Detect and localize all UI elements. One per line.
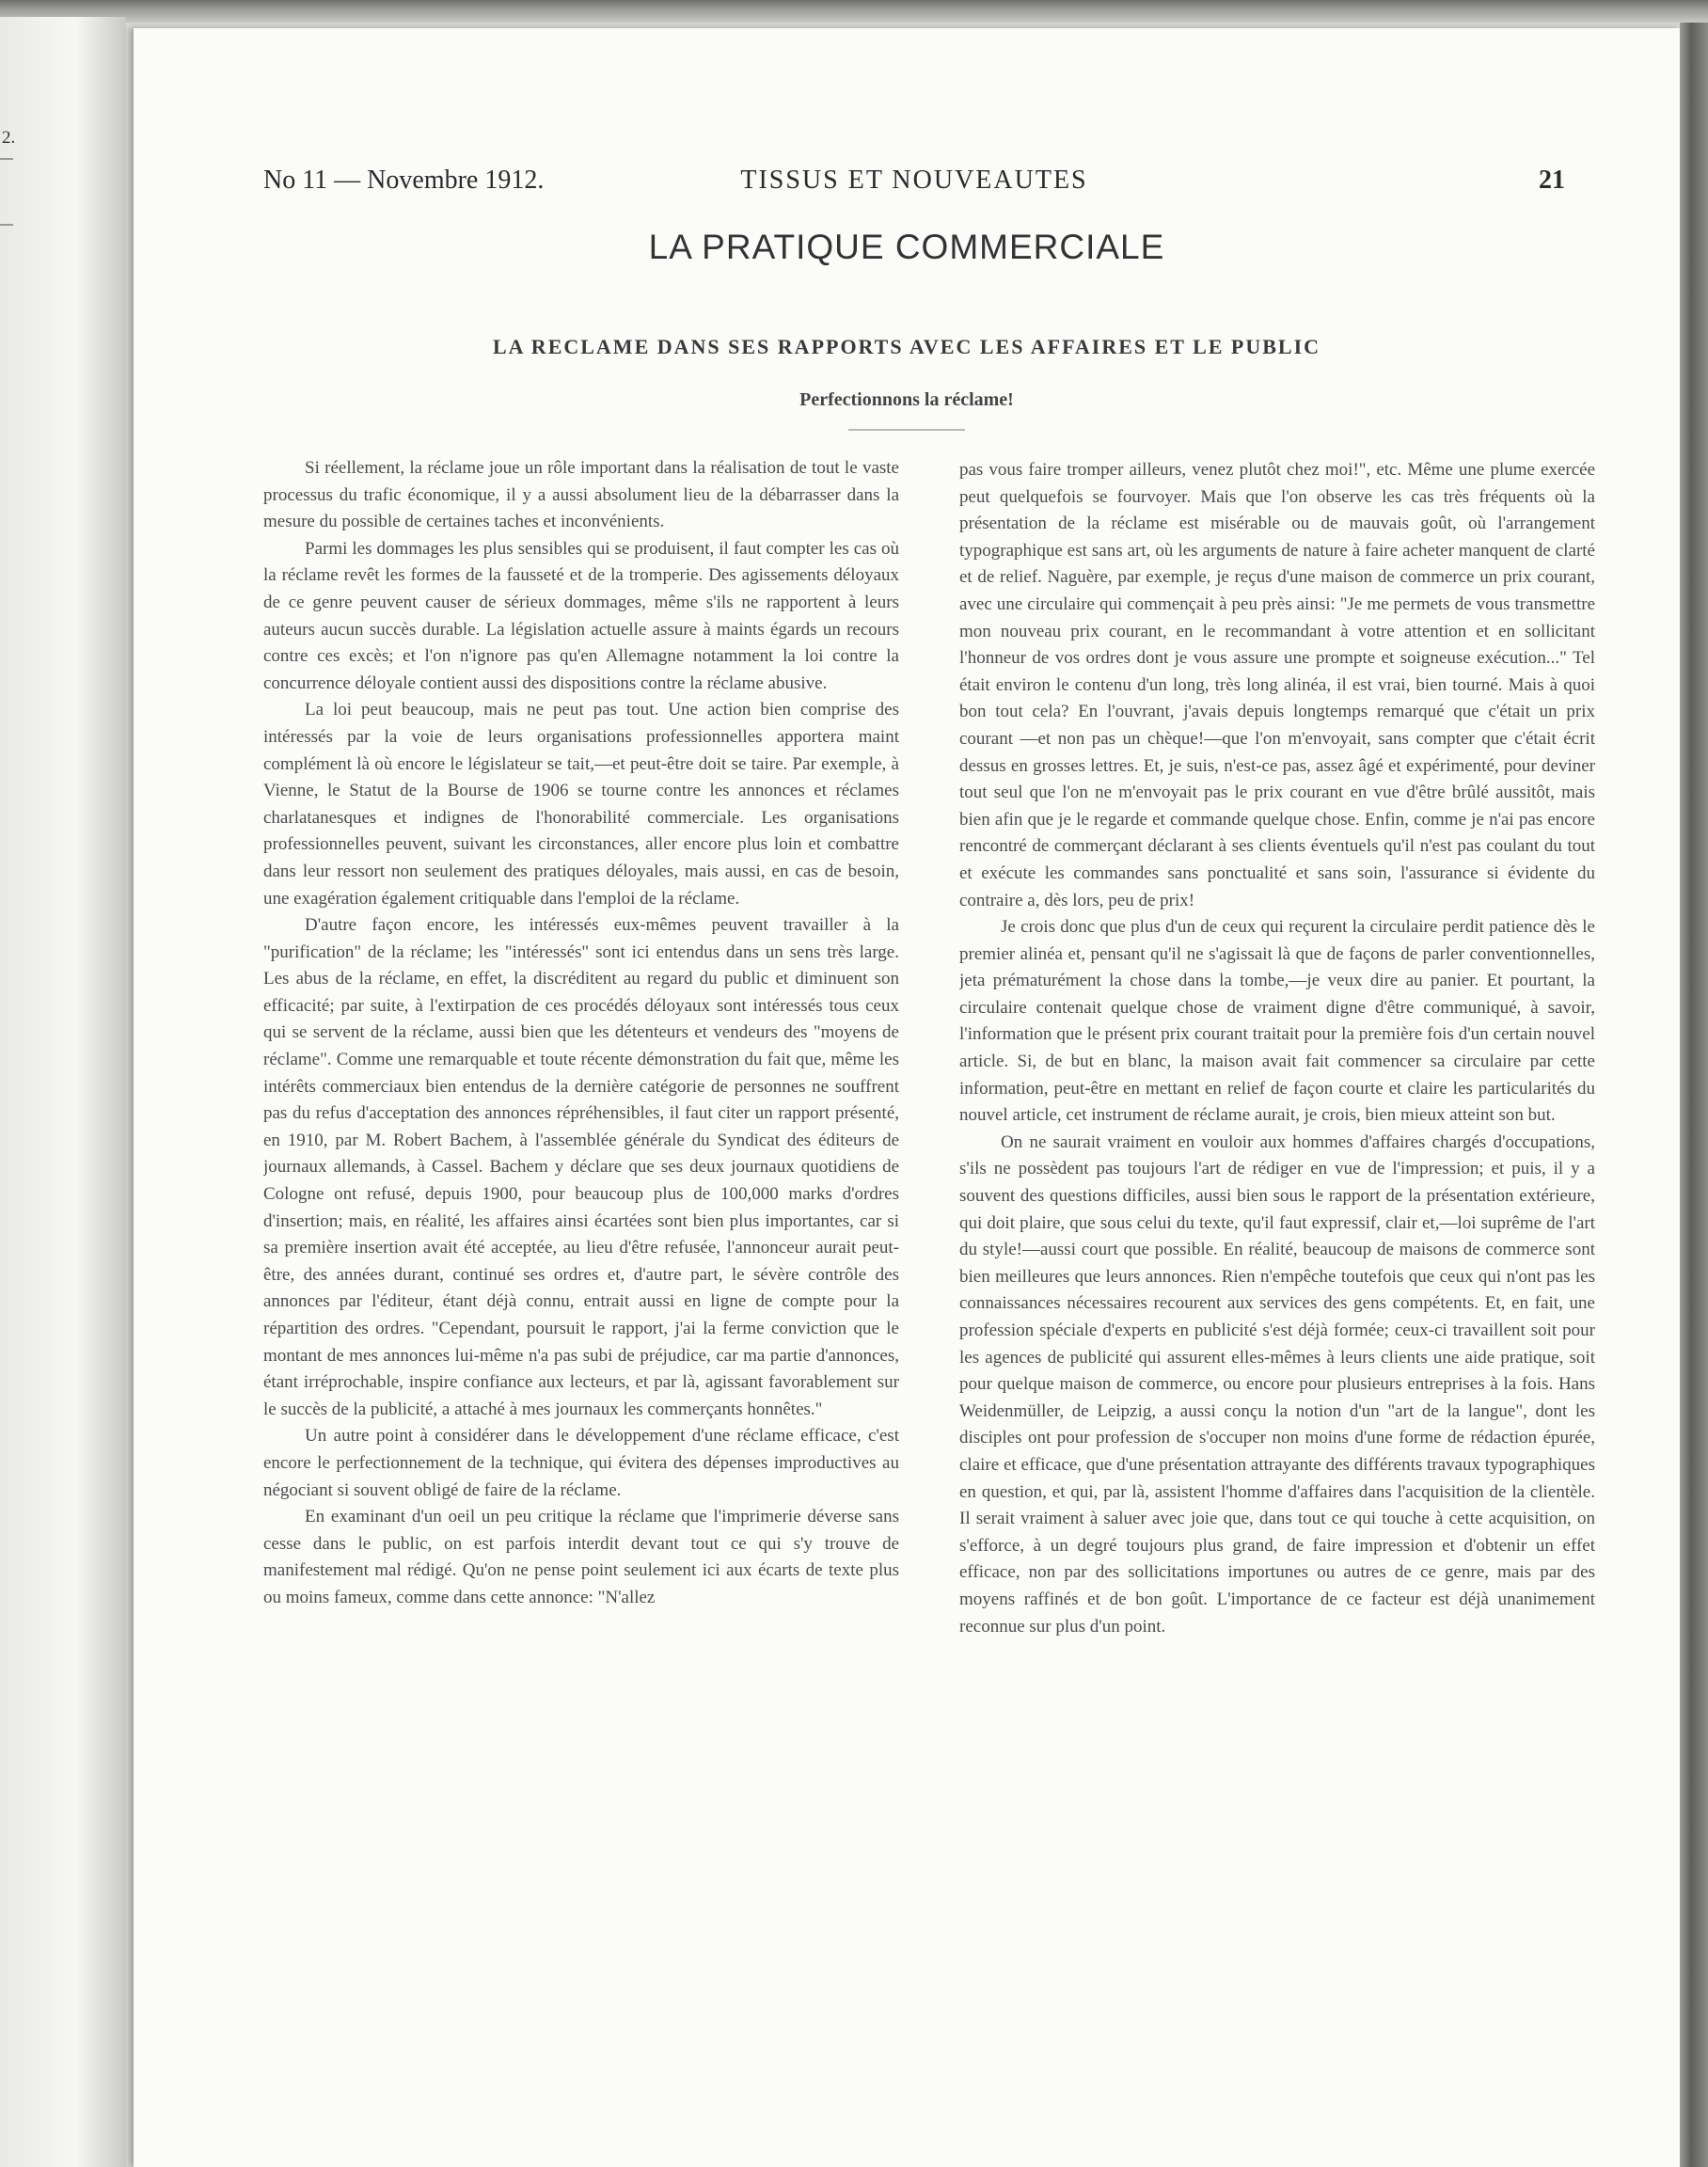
running-header — [263, 166, 1565, 209]
article-subtitle: Perfectionnons la réclame! — [799, 389, 1014, 410]
journal-title: TISSUS ET NOUVEAUTES — [740, 166, 1088, 195]
page — [134, 28, 1680, 2167]
strip-rule — [0, 158, 13, 160]
paragraph: Je crois donc que plus d'un de ceux qui reçurent la circulaire perdit patience dès le premier alinéa et, pensant qu'il ne s'agissait là que de façons de parler conventionnelles, jeta prématurément la chose dans la tombe,—je veux dire au panier. Et pourtant, la circulaire contenait quelque chose de vraiment digne d'être communiqué, à savoir, l'information que le présent prix courant traitait pour la première fois d'un certain nouvel article. Si, de but en blanc, la maison avait fait commencer sa circulaire par cette information, peut-être en mettant en relief de façon courte et claire les particularités du nouvel article, cet instrument de réclame aurait, je crois, bien mieux atteint son but. — [959, 917, 1595, 1126]
paragraph: Parmi les dommages les plus sensibles qui se produisent, il faut compter les cas où la réclame revêt les formes de la fausseté et de la tromperie. Des agissements déloyaux de ce genre peuvent causer de sérieux dommages, même s'ils ne rapportent à leurs auteurs aucun succès durable. La législation actuelle assure à maints égards un recours contre ces excès; et l'on n'ignore pas qu'en Allemagne notamment la loi contre la concurrence déloyale contient aussi des dispositions contre la réclame abusive. — [263, 538, 899, 693]
paragraph: On ne saurait vraiment en vouloir aux hommes d'affaires chargés d'occupations, s'ils ne possèdent pas toujours l'art de rédiger en vue de l'impression; et puis, il y a souvent des questions difficiles, aussi bien sous le rapport de la présentation extérieure, qui doit plaire, que sous celui du texte, qu'il faut expressif, clair et,—loi suprême de l'art du style!—aussi court que possible. En réalité, beaucoup de maisons de commerce sont bien meilleures que leurs annonces. Rien n'empêche toutefois que ceux qui n'ont pas les connaissances nécessaires recourent aux services des gens compétents. Et, en fait, une profession spéciale d'experts en publicité s'est déjà formée; ceux-ci travaillent soit pour les agences de publicité qui assurent elles-mêmes à leurs clients une aide pratique, soit pour quelque maison de commerce, ou encore pour plusieurs entreprises à la fois. Hans Weidenmüller, de Leipzig, a aussi conçu la notion d'un "art de la langue", dont les disciples ont pour profession de s'occuper non moins d'une forme de rédaction épurée, claire et efficace, que d'une présentation attrayante des différents travaux typographiques en question, et qui, par là, assistent l'homme d'affaires dans l'acquisition de la clientèle. Il serait vraiment à saluer avec joie que, dans tout ce qui touche à cette acquisition, on s'efforce, à un degré toujours plus grand, de faire impression et d'obtenir un effet efficace, non par des sollicitations importunes ou autres de ce genre, mais par des moyens raffinés et de bon goût. L'importance de ce facteur est déjà unanimement reconnue sur plus d'un point. — [959, 1131, 1595, 1637]
right-column — [959, 457, 1595, 2150]
previous-page-strip — [0, 17, 126, 2167]
section-title: LA PRATIQUE COMMERCIALE — [648, 228, 1165, 266]
scan-top-edge — [0, 0, 1708, 23]
scan-right-edge — [1680, 23, 1708, 2167]
article-title: LA RECLAME DANS SES RAPPORTS AVEC LES AFFAIRES ET LE PUBLIC — [492, 335, 1321, 358]
paragraph: En examinant d'un oeil un peu critique la réclame que l'imprimerie déverse sans cesse dans le public, on est parfois interdit devant tout ce qui s'y trouve de manifestement mal rédigé. Qu'on ne pense point seulement ici aux écarts de texte plus ou moins fameux, comme dans cette annonce: "N'allez — [263, 1507, 899, 1607]
paragraph: Un autre point à considérer dans le développement d'une réclame efficace, c'est encore le perfectionnement de la technique, qui évitera des dépenses improductives au négociant si souvent obligé de faire de la réclame. — [263, 1426, 899, 1500]
paragraph: Si réellement, la réclame joue un rôle important dans la réalisation de tout le vaste processus du trafic économique, il y a aussi absolument lieu de la débarrasser dans la mesure du possible de certaines taches et inconvénients. — [263, 458, 899, 532]
page-number: 21 — [1539, 166, 1565, 195]
paragraph: D'autre façon encore, les intéressés eux-mêmes peuvent travailler à la "purification" de la réclame; les "intéressés" sont ici entendus dans un sens très large. Les abus de la réclame, en effet, la discréditent au regard du public et diminuent son efficacité; par suite, à l'extirpation de ces procédés déloyaux sont intéressés tous ceux qui se servent de la réclame, aussi bien que les détenteurs et vendeurs des "moyens de réclame". Comme une remarquable et toute récente démonstration du fait que, même les intérêts commerciaux bien entendus de la dernière catégorie de personnes ne souffrent pas du refus d'acceptation des annonces répréhensibles, il faut citer un rapport présenté, en 1910, par M. Robert Bachem, à l'assemblée générale du Syndicat des éditeurs de journaux allemands, à Cassel. Bachem y déclare que ses deux journaux quotidiens de Cologne ont refusé, depuis 1900, pour beaucoup plus de 100,000 marks d'ordres d'insertion; mais, en réalité, les affaires ainsi écartées sont bien plus importantes, car si sa première insertion avait été acceptée, au lieu d'être refusée, l'annonceur aurait peut-être, des années durant, continué ses ordres et, d'autre part, le sévère contrôle des annonces par l'éditeur, étant déjà connu, entrait aussi en ligne de compte pour la répartition des ordres. "Cependant, poursuit le rapport, j'ai la ferme conviction que le montant de mes annonces lui-même n'a pas subi de préjudice, car ma partie d'annonces, étant irréprochable, inspire confiance aux lecteurs, et par là, agissant favorablement sur le succès de la publicité, a attaché à mes journaux les commerçants honnêtes." — [263, 915, 899, 1419]
issue-date: No 11 — Novembre 1912. — [263, 166, 545, 195]
subtitle-rule — [848, 429, 965, 431]
margin-fragment: 2. — [2, 128, 16, 148]
paragraph: pas vous faire tromper ailleurs, venez plutôt chez moi!", etc. Même une plume exercée peut quelquefois se fourvoyer. Mais que l'on observe les cas très fréquents où la présentation de la réclame est misérable ou de mauvais goût, où l'arrangement typographique est sans art, où les arguments de nature à faire acheter manquent de clarté et de relief. Naguère, par exemple, je reçus d'une maison de commerce un prix courant, avec une circulaire qui commençait à peu près ainsi: "Je me permets de vous transmettre mon nouveau prix courant, en le recommandant à votre attention et en sollicitant l'honneur de vos ordres dont je vous assure une prompte et soigneuse exécution..." Tel était environ le contenu d'un long, très long alinéa, il est vrai, bien tourné. Mais à quoi bon tout cela? En l'ouvrant, j'avais depuis longtemps remarqué que c'était un prix courant —et non pas un chèque!—que l'on m'envoyait, sans compter que c'était écrit dessus en grosses lettres. Et, je suis, n'est-ce pas, assez âgé et expérimenté, pour deviner tout seul que l'on ne m'envoyait pas le prix courant en vue d'être brûlé aussitôt, mais bien afin que je le regarde et commande quelque chose. Enfin, comme je n'ai pas encore rencontré de commerçant déclarant à ses clients éventuels qu'il n'est pas coulant du tout et exécute les commandes sans ponctualité et sans soin, l'assurance si évidente du contraire a, dès lors, peu de prix! — [959, 460, 1595, 910]
strip-rule — [0, 224, 13, 226]
left-column — [263, 455, 899, 2148]
paragraph: La loi peut beaucoup, mais ne peut pas tout. Une action bien comprise des intéressés par la voie de leurs organisations professionnelles apportera maint complément là où encore le législateur se tait,—et peut-être doit se taire. Par exemple, à Vienne, le Statut de la Bourse de 1906 se tourne contre les annonces et réclames charlatanesques et indignes de l'honorabilité commerciale. Les organisations professionnelles peuvent, suivant les circonstances, aller encore plus loin et combattre dans leur ressort non seulement des pratiques déloyales, mais aussi, en cas de besoin, une exagération également critiquable dans l'emploi de la réclame. — [263, 700, 899, 909]
